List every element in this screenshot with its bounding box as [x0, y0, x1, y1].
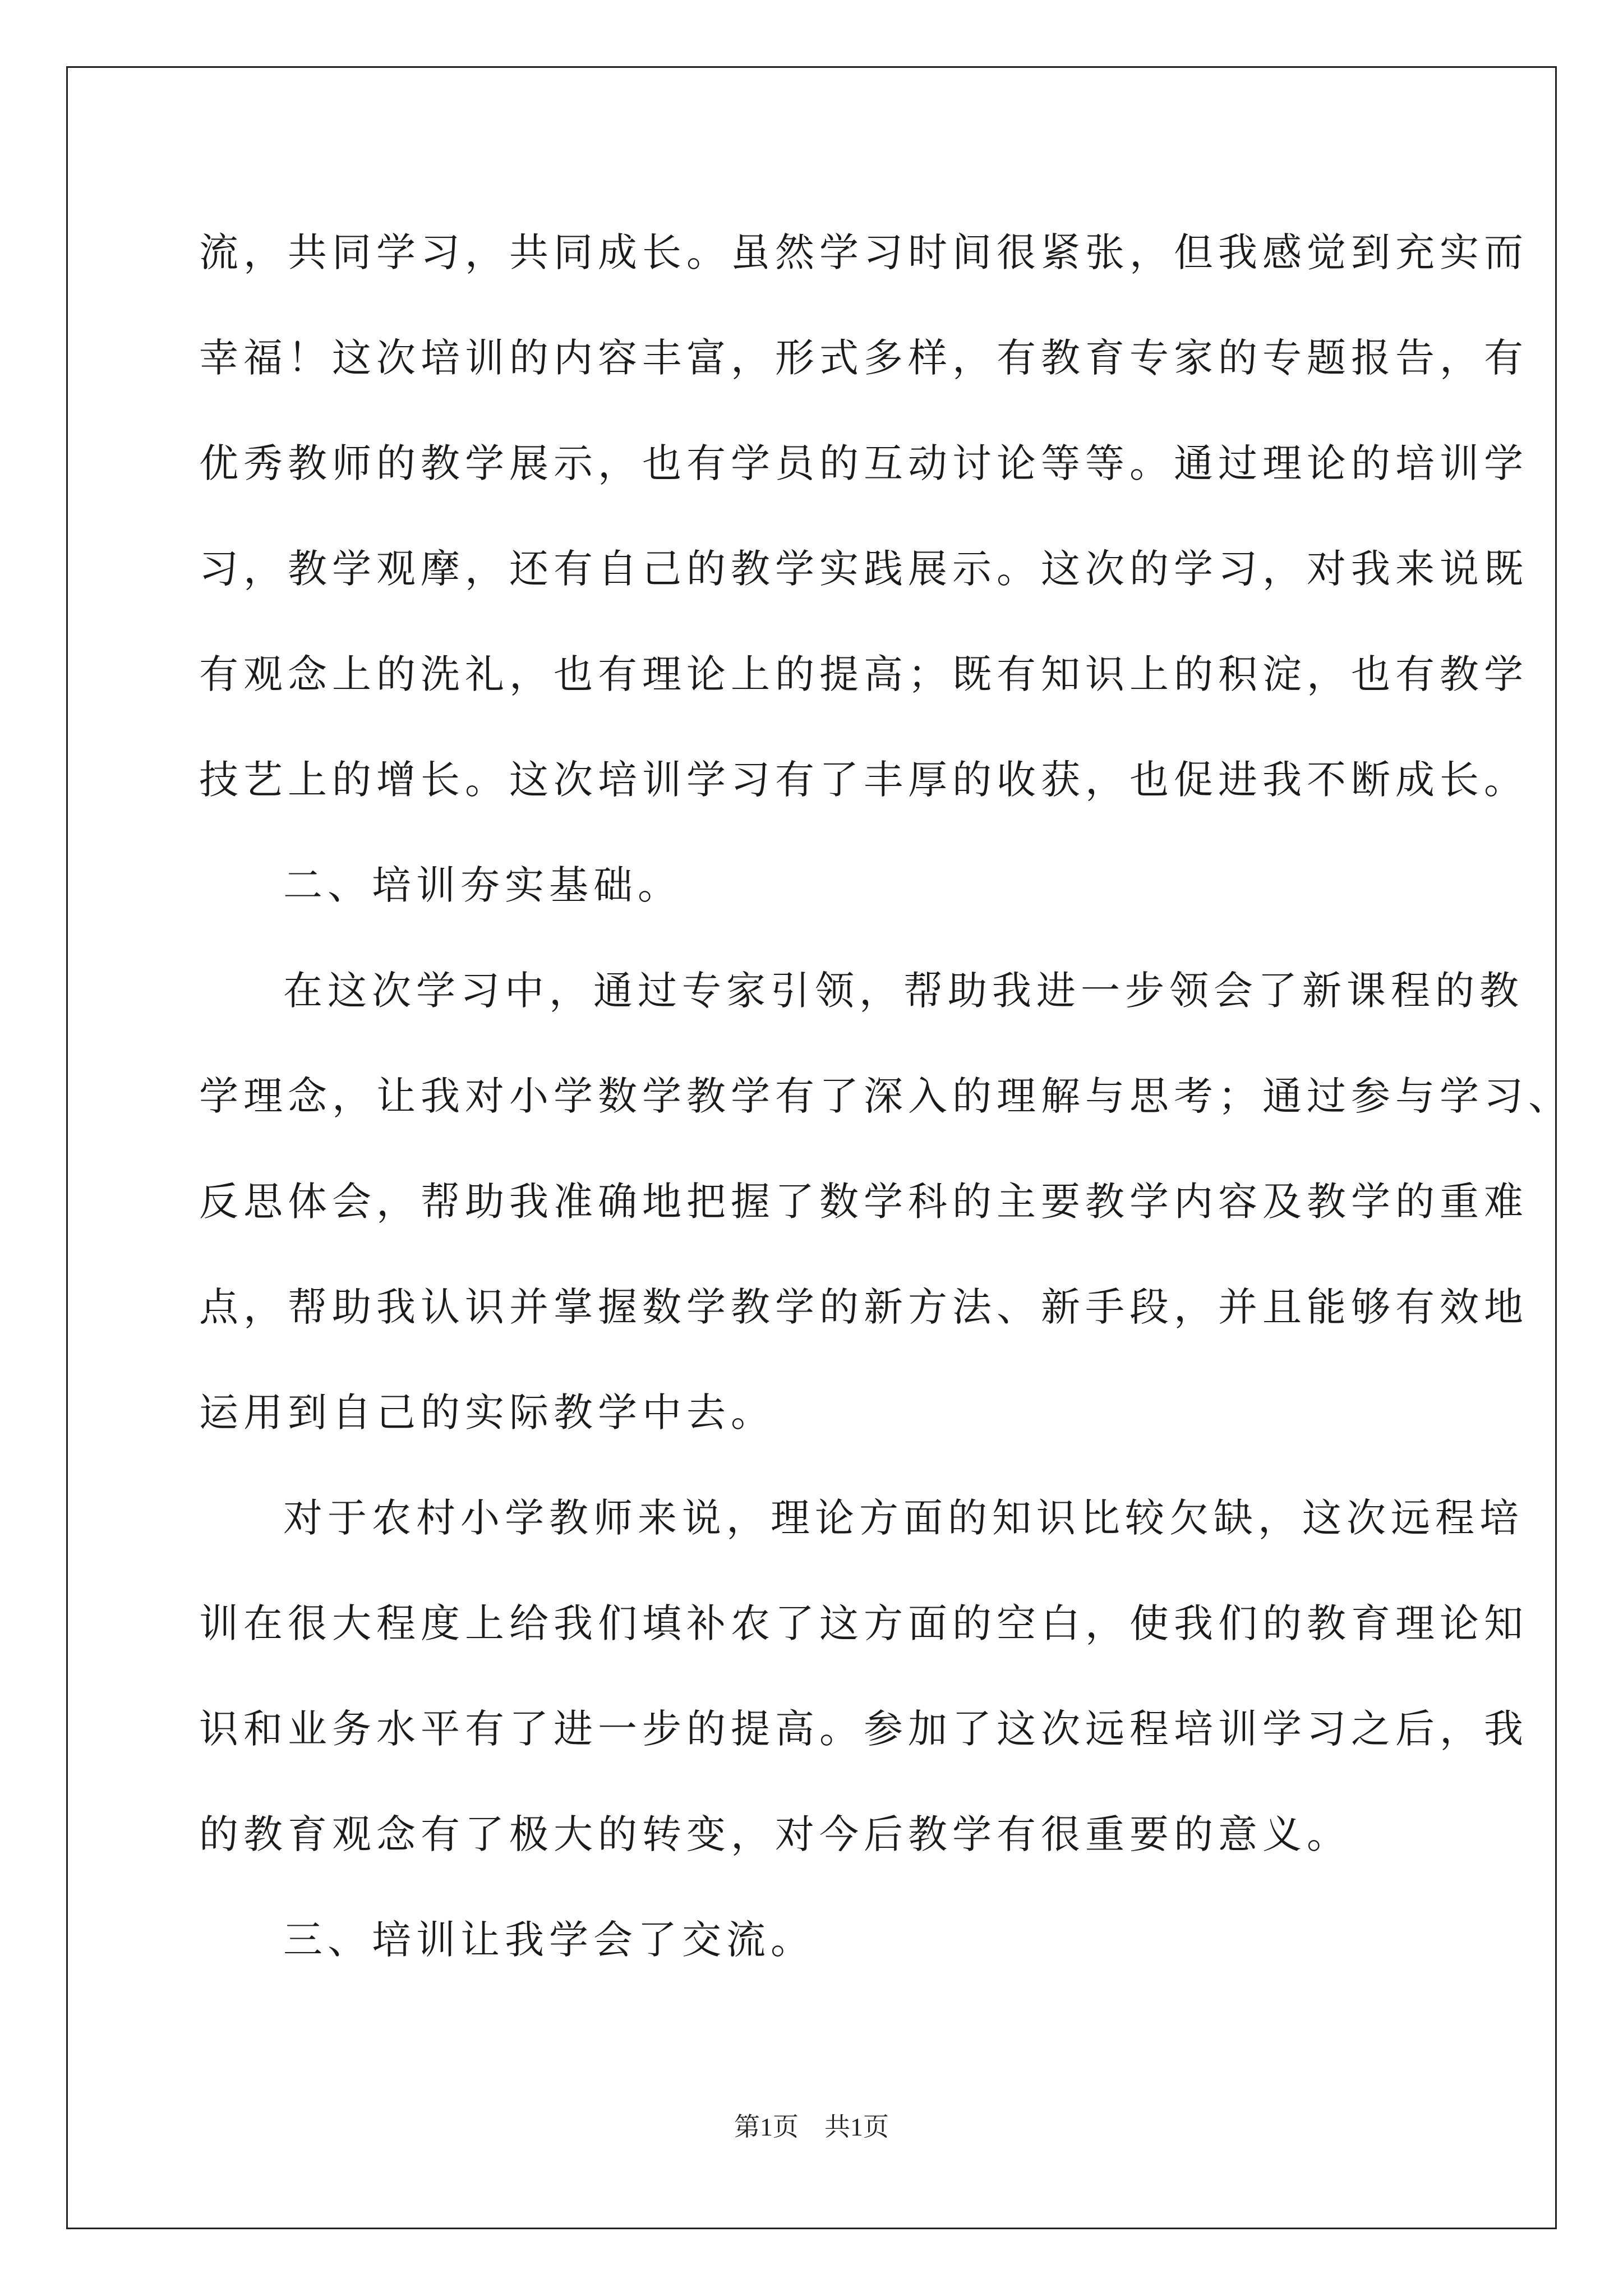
text-line: 三、培训让我学会了交流。	[283, 1917, 815, 1963]
text-line: 学理念，让我对小学数学教学有了深入的理解与思考；通过参与学习、	[199, 1073, 1573, 1119]
page-footer: 第1页 共1页	[734, 2113, 889, 2141]
text-line: 在这次学习中，通过专家引领，帮助我进一步领会了新课程的教	[283, 968, 1524, 1014]
text-line: 训在很大程度上给我们填补农了这方面的空白，使我们的教育理论知	[199, 1600, 1528, 1646]
text-line: 的教育观念有了极大的转变，对今后教学有很重要的意义。	[199, 1811, 1351, 1857]
text-line: 对于农村小学教师来说，理论方面的知识比较欠缺，这次远程培	[283, 1495, 1524, 1541]
text-line: 二、培训夯实基础。	[283, 862, 682, 908]
text-line: 流，共同学习，共同成长。虽然学习时间很紧张，但我感觉到充实而	[199, 229, 1528, 275]
text-line: 识和业务水平有了进一步的提高。参加了这次远程培训学习之后，我	[199, 1706, 1528, 1752]
text-line: 技艺上的增长。这次培训学习有了丰厚的收获，也促进我不断成长。	[199, 757, 1528, 803]
text-line: 有观念上的洗礼，也有理论上的提高；既有知识上的积淀，也有教学	[199, 651, 1528, 697]
text-line: 优秀教师的教学展示，也有学员的互动讨论等等。通过理论的培训学	[199, 440, 1528, 486]
text-line: 习，教学观摩，还有自己的教学实践展示。这次的学习，对我来说既	[199, 546, 1528, 592]
text-line: 反思体会，帮助我准确地把握了数学科的主要教学内容及教学的重难	[199, 1179, 1528, 1225]
text-line: 点，帮助我认识并掌握数学教学的新方法、新手段，并且能够有效地	[199, 1284, 1528, 1330]
text-line: 运用到自己的实际教学中去。	[199, 1389, 775, 1435]
document-body	[199, 219, 1573, 2012]
text-line: 幸福！这次培训的内容丰富，形式多样，有教育专家的专题报告，有	[199, 335, 1528, 381]
